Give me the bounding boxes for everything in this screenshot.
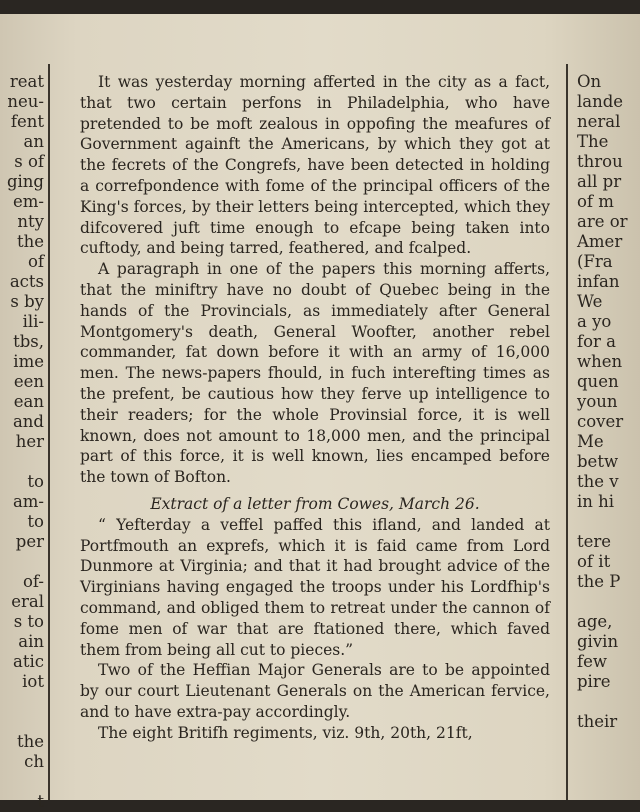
main-article-column [80, 72, 550, 744]
letter-dateline: Extract of a letter from Cowes, March 26. [150, 494, 480, 513]
left-column-fragment: of- [22, 572, 44, 591]
right-column-fragment: when [577, 352, 623, 371]
right-column-fragment: their [577, 712, 618, 731]
right-column-fragment: youn [577, 392, 618, 411]
left-column-fragment: ging [6, 172, 44, 191]
left-column-fragment: t [37, 792, 44, 811]
right-column-fragment: the v [577, 472, 619, 491]
left-column-fragment: fent [10, 112, 44, 131]
left-column-fragment [0, 772, 44, 792]
article-paragraph-4: The eight Britifh regiments, viz. 9th, 20th, 21ft, [98, 723, 473, 742]
right-column-fragment [577, 692, 640, 712]
right-column-fragment: quen [577, 372, 619, 391]
right-column-fragment: are or [577, 212, 628, 231]
left-column-fragment: reat [9, 72, 44, 91]
left-column-fragment: s to [13, 612, 44, 631]
left-column-fragment: and [12, 412, 44, 431]
left-column-fragment: ain [18, 632, 44, 651]
left-column-fragment: acts [9, 272, 44, 291]
left-column-fragment: iot [22, 672, 44, 691]
left-column-fragment: of [27, 252, 44, 271]
right-column-fragment: the P [577, 572, 621, 591]
left-column-fragment: ili- [22, 312, 44, 331]
right-column-fragment: age, [577, 612, 613, 631]
right-column-fragment: The [577, 132, 609, 151]
left-column-fragment: an [23, 132, 44, 151]
right-column-fragment: all pr [577, 172, 622, 191]
right-column-fragment [577, 512, 640, 532]
newspaper-page [0, 14, 640, 811]
right-column-fragment: cover [577, 412, 624, 431]
left-column-fragments [0, 72, 44, 812]
right-column-fragment: givin [577, 632, 619, 651]
article-paragraph-1: It was yesterday morning afferted in the city as a fact, that two certain perfons in Philadelphia, who have pretended to be moft zealous in oppofing the meafures of Government againft the Americans, by which they got at the fecrets of the Congrefs, have been detected in holding a correfpondence with fome of the principal officers of the King's forces, by their letters being intercepted, which they difcovered juft time enough to efcape being taken into cuftody, and being tarred, feathered, and fcalped. [80, 73, 550, 258]
right-column-fragments [577, 72, 640, 732]
left-column-fragment: een [13, 372, 44, 391]
left-column-fragment: ime [13, 352, 44, 371]
left-column-fragment: her [15, 432, 44, 451]
left-column-fragment: ch [24, 752, 44, 771]
right-column-fragment: infan [577, 272, 620, 291]
right-column-fragment: few [577, 652, 607, 671]
right-column-fragment: for a [577, 332, 617, 351]
left-column-fragment [0, 452, 44, 472]
article-paragraph-2: A paragraph in one of the papers this morning afferts, that the miniftry have no doubt of Quebec being in the hands of the Provincials, as immediately after General Montgomery's death, General Woofter, another rebel commander, fat down before it with an army of 16,000 men. The news-papers fhould, in fuch interefting times as the prefent, be cautious how they ferve up intelligence to their readers; for the whole Provinsial force, it is well known, does not amount to 18,000 men, and the principal part of this force, it is well known, lies encamped before the town of Bofton. [80, 260, 550, 487]
right-column-fragment: of m [577, 192, 614, 211]
right-column-fragment: Me [577, 432, 604, 451]
column-rule-right [566, 64, 568, 800]
right-column-fragment: neral [577, 112, 621, 131]
left-column-fragment: s of [14, 152, 44, 171]
right-column-fragment: tere [577, 532, 612, 551]
article-paragraph-3: Two of the Heffian Major Generals are to be appointed by our court Lieutenant Generals on the American fervice, and to have extra-pay accordingly. [80, 661, 550, 721]
right-column-fragment: in hi [577, 492, 615, 511]
left-column-fragment: the [16, 232, 44, 251]
left-column-fragment: s by [10, 292, 44, 311]
left-column-fragment: per [15, 532, 44, 551]
left-column-fragment: the [16, 732, 44, 751]
right-column-fragment: We [577, 292, 603, 311]
right-column-fragment: of it [577, 552, 611, 571]
left-column-fragment: neu- [7, 92, 44, 111]
left-column-fragment [0, 552, 44, 572]
left-column-fragment: em- [13, 192, 44, 211]
right-column-fragment: throu [577, 152, 623, 171]
left-column-fragment: tbs, [13, 332, 44, 351]
left-column-fragment: to [27, 472, 44, 491]
left-column-fragment: am- [12, 492, 44, 511]
right-column-fragment [577, 592, 640, 612]
letter-extract: “ Yefterday a veffel paffed this ifland, and landed at Portfmouth an exprefs, which it is faid came from Lord Dunmore at Virginia; and that it had brought advice of the Virginians having engaged the troops under his Lordfhip's command, and obliged them to retreat under the cannon of fome men of war that are ftationed there, which faved them from being all cut to pieces.” [80, 515, 550, 659]
right-column-fragment: betw [577, 452, 619, 471]
left-column-fragment: nty [17, 212, 44, 231]
left-column-fragment [0, 712, 44, 732]
right-column-fragment: On [577, 72, 602, 91]
left-column-fragment: eral [11, 592, 44, 611]
left-column-fragment: ean [13, 392, 44, 411]
left-column-fragment: to [27, 512, 44, 531]
right-column-fragment: a yo [577, 312, 612, 331]
right-column-fragment: Amer [577, 232, 623, 251]
right-column-fragment: lande [577, 92, 624, 111]
column-rule-left [48, 64, 50, 800]
right-column-fragment: pire [577, 672, 611, 691]
left-column-fragment [0, 692, 44, 712]
right-column-fragment: (Fra [577, 252, 613, 271]
left-column-fragment: atic [13, 652, 44, 671]
